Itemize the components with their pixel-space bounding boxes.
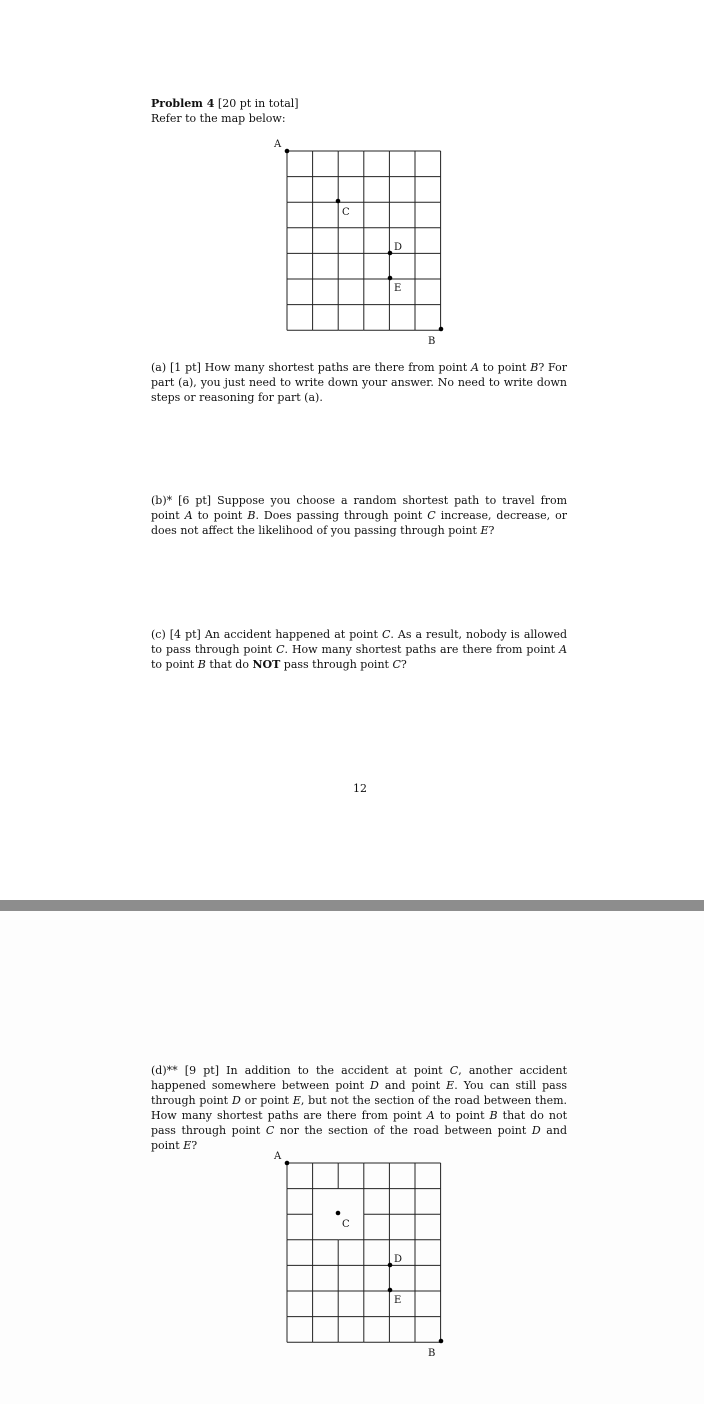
label-e: E — [394, 1295, 402, 1306]
label-c: C — [342, 1219, 350, 1230]
var: D — [531, 1124, 541, 1137]
label-d: D — [394, 242, 403, 253]
label-a: A — [274, 139, 282, 150]
var: B — [530, 361, 539, 374]
var: E — [183, 1139, 192, 1152]
problem-intro: Refer to the map below: — [151, 112, 286, 125]
part-a-text — [151, 360, 567, 405]
problem-title-points: [20 pt in total] — [214, 97, 299, 110]
problem-title-bold: Problem 4 — [151, 97, 215, 110]
label-d: D — [394, 1254, 403, 1265]
var: C — [381, 628, 391, 641]
text-run: . You can still pass through point — [151, 1079, 567, 1107]
text-run: nor the section of the road between point — [274, 1124, 532, 1137]
var: E — [480, 524, 489, 537]
text-run: that do — [205, 658, 253, 671]
var: E — [292, 1094, 301, 1107]
text-run: that do not pass through point — [151, 1109, 568, 1137]
text-run: . Does passing through point — [255, 509, 428, 522]
text-run: pass through point — [280, 658, 393, 671]
page-2 — [0, 911, 704, 1404]
bold-not: NOT — [252, 658, 281, 671]
label-b: B — [428, 1348, 436, 1359]
label-c: C — [342, 207, 350, 218]
var: C — [427, 509, 436, 522]
text-run: , another accident happened somewhere between point — [151, 1064, 568, 1092]
var: E — [446, 1079, 455, 1092]
text-run: , but not the section of the road between them. How many shortest paths are there from point — [151, 1094, 568, 1122]
text-run: . How many shortest paths are there from point — [284, 643, 560, 656]
point-c-dot — [336, 1211, 341, 1216]
text-run: (b)* [6 pt] Suppose you choose a random shortest path to travel from point — [151, 494, 567, 522]
point-d-dot — [388, 1263, 393, 1268]
text-run: to point — [434, 1109, 490, 1122]
page-number: 12 — [353, 782, 367, 795]
text-run: (c) [4 pt] An accident happened at point — [151, 628, 382, 641]
var: A — [184, 509, 193, 522]
var: B — [489, 1109, 498, 1122]
label-a: A — [274, 1151, 282, 1162]
part-d-text — [151, 1063, 567, 1153]
var: A — [559, 643, 568, 656]
var: C — [265, 1124, 275, 1137]
text-run: ? For part (a), you just need to write down your answer. No need to write down steps or reasoning for part (a). — [151, 361, 567, 404]
part-c-text — [151, 627, 567, 672]
text-run: and point — [378, 1079, 447, 1092]
point-e-dot — [388, 1288, 393, 1293]
problem-title — [151, 96, 567, 111]
text-run: (a) [1 pt] How many shortest paths are there from point — [151, 361, 471, 374]
var: C — [392, 658, 401, 671]
text-run: ? — [400, 658, 407, 671]
text-run: ? — [488, 524, 495, 537]
label-e: E — [394, 283, 402, 294]
var: B — [247, 509, 256, 522]
point-a-dot — [285, 149, 290, 154]
text-run: ? — [191, 1139, 198, 1152]
var: A — [470, 361, 479, 374]
var: D — [370, 1079, 379, 1092]
var: C — [276, 643, 285, 656]
point-c-dot — [336, 199, 341, 204]
text-run: to point — [478, 361, 531, 374]
point-e-dot — [388, 276, 393, 281]
grid-lines — [287, 1163, 441, 1342]
point-b-dot — [439, 1339, 444, 1344]
grid-map-1 — [265, 136, 455, 348]
text-run: and point — [151, 1124, 567, 1152]
text-run: increase, decrease, or does not affect the likelihood of you passing through point — [151, 509, 567, 537]
grid-map-2 — [265, 1148, 455, 1360]
var: A — [426, 1109, 435, 1122]
grid-lines — [287, 151, 441, 330]
var: B — [197, 658, 206, 671]
point-a-dot — [285, 1161, 290, 1166]
var: D — [231, 1094, 241, 1107]
part-b-text — [151, 493, 567, 538]
text-run: (d)** [9 pt] In addition to the accident at point — [151, 1064, 450, 1077]
text-run: to point — [192, 509, 248, 522]
point-d-dot — [388, 251, 393, 256]
text-run: to point — [151, 658, 198, 671]
var: C — [449, 1064, 459, 1077]
point-b-dot — [439, 327, 444, 332]
page-divider — [0, 900, 704, 911]
label-b: B — [428, 336, 436, 347]
text-run: . As a result, nobody is allowed to pass through point — [151, 628, 568, 656]
text-run: or point — [240, 1094, 293, 1107]
